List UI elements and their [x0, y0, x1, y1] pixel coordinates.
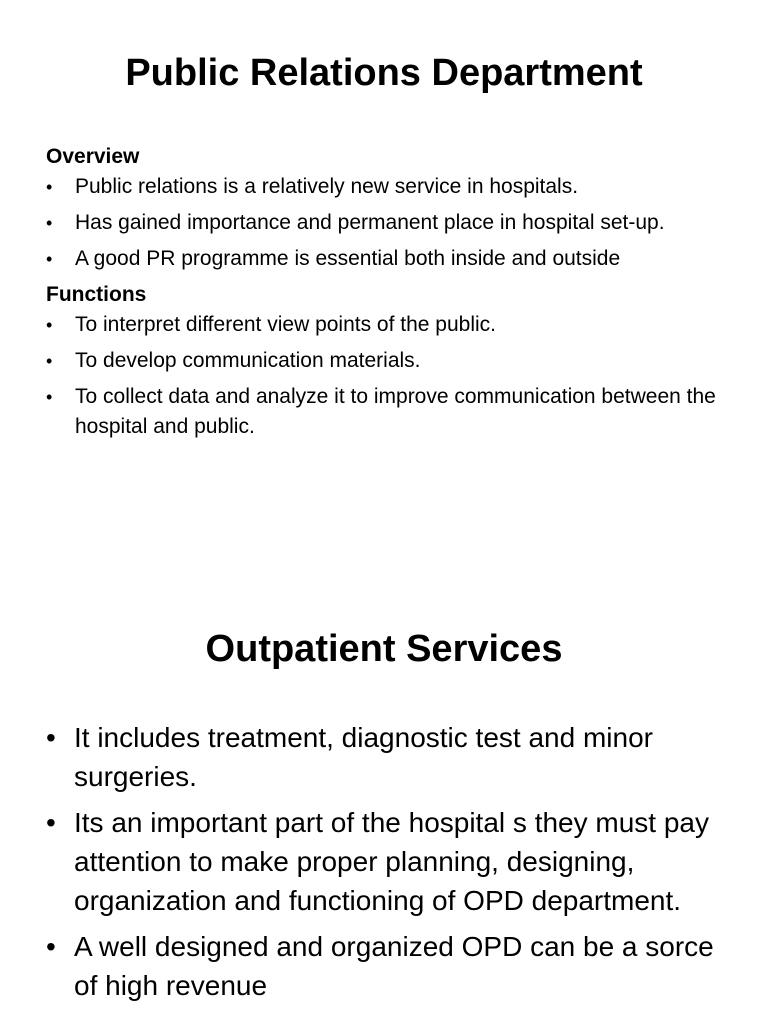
bullet-icon: •: [46, 931, 56, 962]
slide-outpatient-services: [0, 560, 768, 1024]
bullet-icon: •: [46, 177, 53, 197]
list-item-text: Has gained importance and permanent place in hospital set-up.: [75, 211, 665, 234]
section-heading-overview: Overview: [46, 145, 140, 168]
bullet-icon: •: [46, 807, 56, 838]
list-item-text: A well designed and organized OPD can be a sorce of high revenue: [74, 931, 714, 1001]
bullet-icon: •: [46, 249, 53, 269]
overview-list: [46, 172, 726, 274]
list-item-text: To interpret different view points of the public.: [75, 313, 497, 336]
list-item: [46, 927, 722, 1005]
bullet-icon: •: [46, 722, 56, 753]
section-heading-functions: Functions: [46, 283, 147, 306]
list-item-text: It includes treatment, diagnostic test and minor surgeries.: [74, 722, 653, 792]
bullet-icon: •: [46, 213, 53, 233]
slide-content: [46, 718, 722, 1012]
functions-list: [46, 310, 726, 442]
slide-content: [46, 142, 726, 448]
list-item: [46, 172, 726, 202]
outpatient-list: [46, 718, 722, 1005]
list-item: [46, 382, 726, 442]
list-item: [46, 803, 722, 920]
slide-title: Public Relations Department: [125, 52, 643, 94]
list-item: [46, 244, 726, 274]
list-item-text: Public relations is a relatively new service in hospitals.: [75, 175, 579, 198]
list-item: [46, 346, 726, 376]
list-item-text: To develop communication materials.: [75, 349, 421, 372]
list-item: [46, 208, 726, 238]
list-item: [46, 718, 722, 796]
bullet-icon: •: [46, 351, 53, 371]
list-item-text: A good PR programme is essential both inside and outside: [75, 247, 621, 270]
list-item-text: Its an important part of the hospital s they must pay attention to make proper planning, designing, organization and functioning of OPD department.: [74, 807, 709, 916]
list-item: [46, 310, 726, 340]
bullet-icon: •: [46, 387, 53, 407]
bullet-icon: •: [46, 315, 53, 335]
slide-title: Outpatient Services: [205, 628, 563, 670]
list-item-text: To collect data and analyze it to improve communication between the hospital and public.: [75, 385, 716, 438]
